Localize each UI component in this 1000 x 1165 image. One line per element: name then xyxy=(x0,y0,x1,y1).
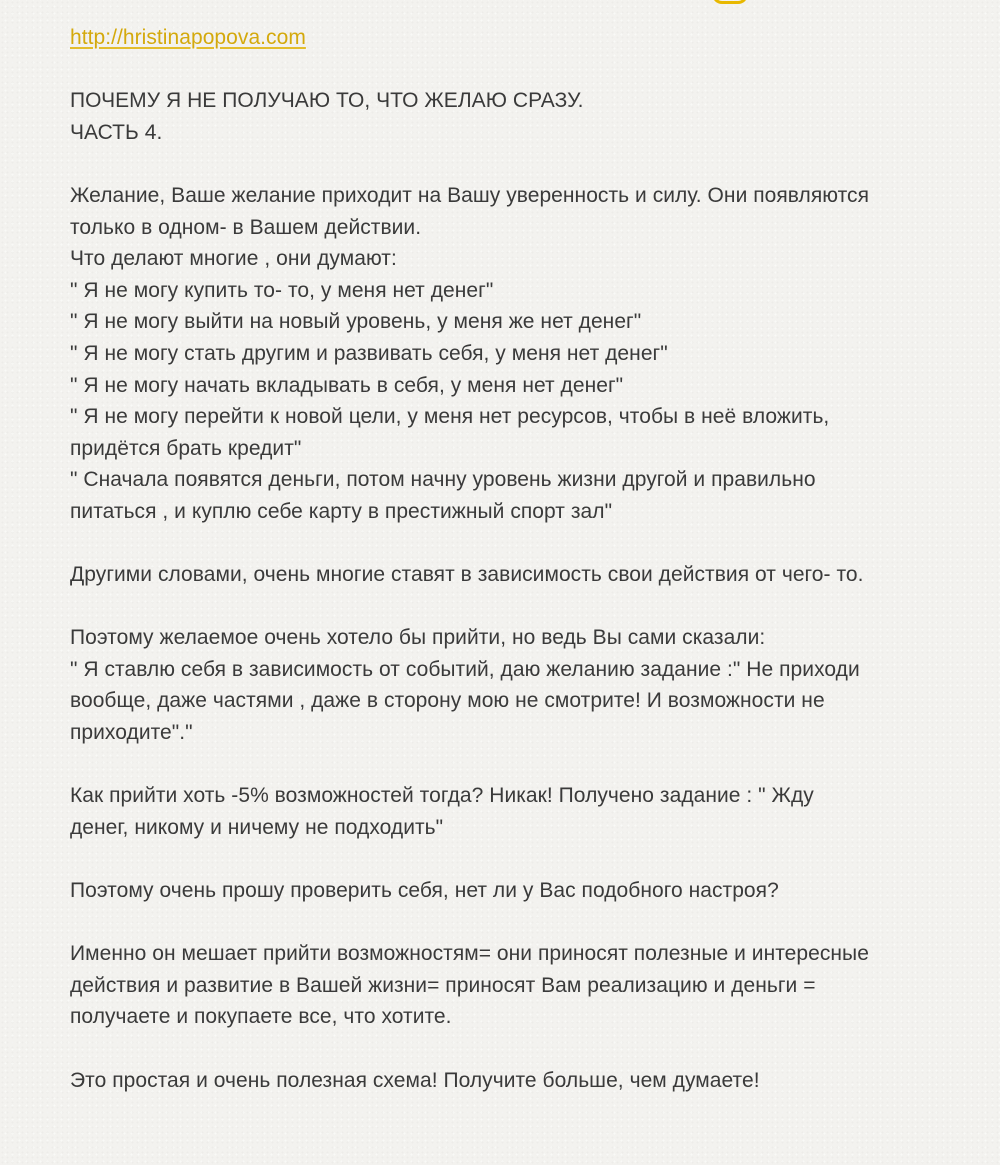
quote-line: придётся брать кредит" xyxy=(70,436,302,460)
quote-line: " Сначала появятся деньги, потом начну уровень жизни другой и правильно xyxy=(70,468,816,492)
quote-line: " Я не могу купить то- то, у меня нет денег" xyxy=(70,278,494,302)
quote-line: " Я не могу выйти на новый уровень, у меня же нет денег" xyxy=(70,310,642,334)
blank-line xyxy=(70,148,950,180)
website-link[interactable]: http://hristinapopova.com xyxy=(70,26,306,49)
text-line: Желание, Ваше желание приходит на Вашу уверенность и силу. Они появляются xyxy=(70,183,870,207)
text-line: Это простая и очень полезная схема! Получите больше, чем думаете! xyxy=(70,1068,760,1092)
quote-line: питаться , и куплю себе карту в престижный спорт зал" xyxy=(70,499,613,523)
quote-line: " Я не могу начать вкладывать в себя, у меня нет денег" xyxy=(70,373,624,397)
text-line: Поэтому желаемое очень хотело бы прийти, но ведь Вы сами сказали: xyxy=(70,626,766,650)
blank-line xyxy=(70,54,950,86)
blank-line xyxy=(70,528,950,560)
note-title: ПОЧЕМУ Я НЕ ПОЛУЧАЮ ТО, ЧТО ЖЕЛАЮ СРАЗУ. xyxy=(70,89,584,113)
note-subtitle: ЧАСТЬ 4. xyxy=(70,120,163,144)
quote-line: " Я не могу стать другим и развивать себя, у меня нет денег" xyxy=(70,341,668,365)
text-line: вообще, даже частями , даже в сторону мою не смотрите! И возможности не xyxy=(70,689,825,713)
blank-line xyxy=(70,1033,950,1065)
text-line: получаете и покупаете все, что хотите. xyxy=(70,1005,452,1029)
blank-line xyxy=(70,749,950,781)
text-line: Как прийти хоть -5% возможностей тогда? Никак! Получено задание : " Жду xyxy=(70,784,814,808)
blank-line xyxy=(70,843,950,875)
note-body xyxy=(70,22,950,1096)
text-line: денег, никому и ничему не подходить" xyxy=(70,815,444,839)
text-line: Что делают многие , они думают: xyxy=(70,247,397,271)
text-line: только в одном- в Вашем действии. xyxy=(70,215,422,239)
text-line: приходите"." xyxy=(70,721,193,745)
blank-line xyxy=(70,907,950,939)
text-line: Другими словами, очень многие ставят в зависимость свои действия от чего- то. xyxy=(70,563,864,587)
text-line: Поэтому очень прошу проверить себя, нет ли у Вас подобного настроя? xyxy=(70,879,779,903)
quote-line: " Я не могу перейти к новой цели, у меня нет ресурсов, чтобы в неё вложить, xyxy=(70,405,830,429)
text-line: " Я ставлю себя в зависимость от событий, даю желанию задание :" Не приходи xyxy=(70,657,860,681)
decorative-accent-icon xyxy=(712,0,748,4)
blank-line xyxy=(70,591,950,623)
text-line: действия и развитие в Вашей жизни= приносят Вам реализацию и деньги = xyxy=(70,973,816,997)
text-line: Именно он мешает прийти возможностям= они приносят полезные и интересные xyxy=(70,942,869,966)
